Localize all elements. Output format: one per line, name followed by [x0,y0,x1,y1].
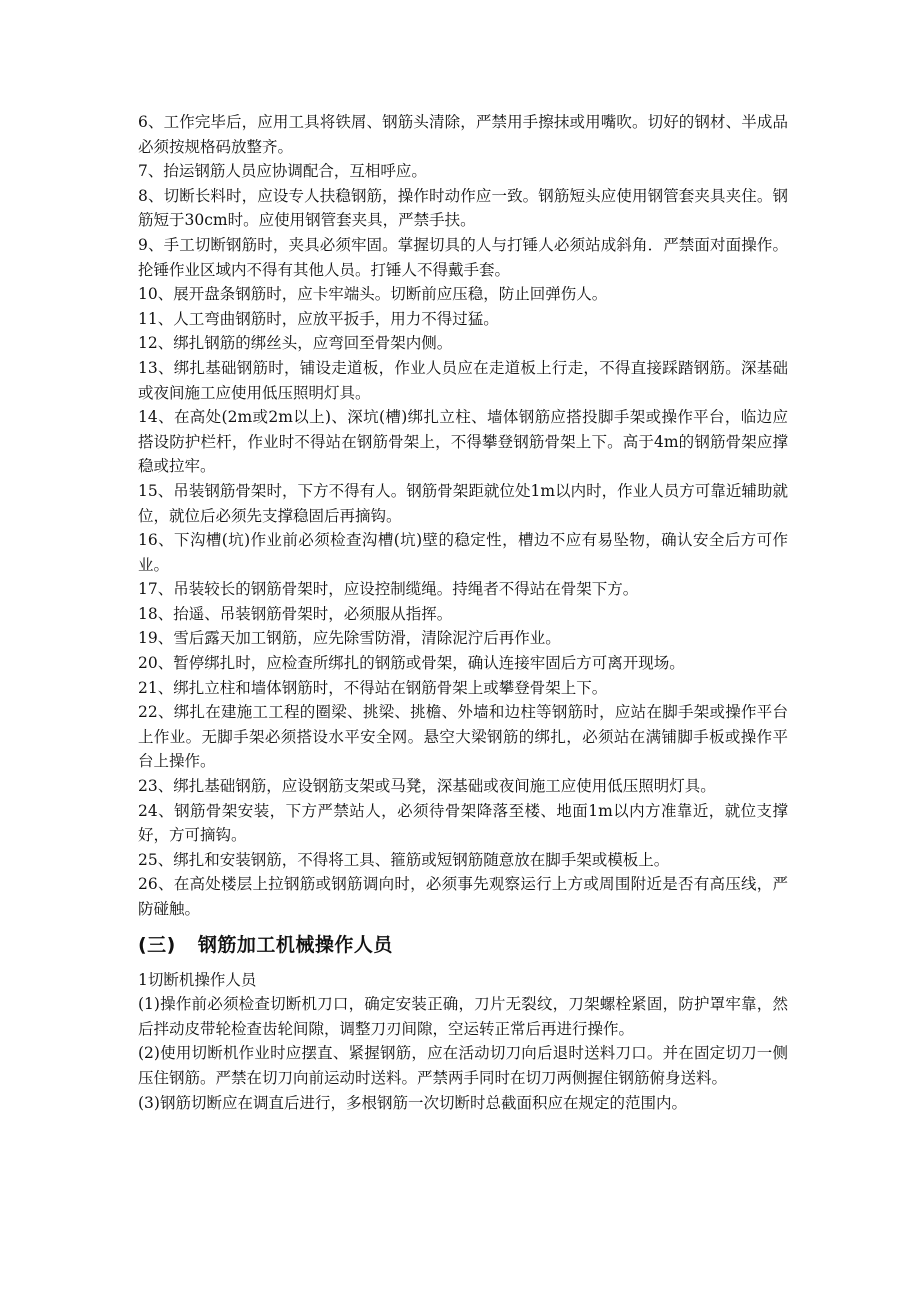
paragraph-14: 14、在高处(2m或2m以上)、深坑(槽)绑扎立柱、墙体钢筋应搭投脚手架或操作平台，临边应搭设防护栏杆，作业时不得站在钢筋骨架上，不得攀登钢筋骨架上下。高于4m的钢筋骨架应撑稳或拉牢。 [138,408,788,476]
item-2: (2)使用切断机作业时应摆直、紧握钢筋，应在活动切刀向后退时送料刀口。并在固定切刀一侧压住钢筋。严禁在切刀向前运动时送料。严禁两手同时在切刀两侧握住钢筋俯身送料。 [138,1044,788,1087]
item-1: (1)操作前必须检查切断机刀口，确定安装正确，刀片无裂纹，刀架螺栓紧固，防护罩牢靠，然后拌动皮带轮检查齿轮间隙，调整刀刃间隙，空运转正常后再进行操作。 [138,995,788,1038]
paragraph-22: 22、绑扎在建施工工程的圈梁、挑梁、挑檐、外墙和边柱等钢筋时，应站在脚手架或操作平台上作业。无脚手架必须搭设水平安全网。悬空大梁钢筋的绑扎，必须站在满铺脚手板或操作平台上操作。 [138,703,788,771]
paragraphs-bottom [138,968,788,1116]
paragraph-6: 6、工作完毕后，应用工具将铁屑、钢筋头清除，严禁用手擦抹或用嘴吹。切好的钢材、半成品必须按规格码放整齐。 [138,113,788,156]
paragraphs-top [138,110,788,922]
section-number: (三) [138,933,176,956]
section-title: 钢筋加工机械操作人员 [197,933,393,956]
paragraph-15: 15、吊装钢筋骨架时，下方不得有人。钢筋骨架距就位处1m以内时，作业人员方可靠近辅助就位，就位后必须先支撑稳固后再摘钩。 [138,481,788,525]
paragraph-24: 24、钢筋骨架安装，下方严禁站人，必须待骨架降落至楼、地面1m以内方准靠近，就位支撑好，方可摘钩。 [138,801,788,845]
paragraph-19: 19、雪后露天加工钢筋，应先除雪防滑，清除泥泞后再作业。 [138,629,561,648]
paragraph-23: 23、绑扎基础钢筋，应设钢筋支架或马凳，深基础或夜间施工应使用低压照明灯具。 [138,777,716,796]
paragraph-26: 26、在高处楼层上拉钢筋或钢筋调向时，必须事先观察运行上方或周围附近是否有高压线，严防碰触。 [138,875,788,918]
document-page [138,110,788,1115]
subsection-title: 1切断机操作人员 [138,970,257,989]
paragraph-20: 20、暂停绑扎时，应检查所绑扎的钢筋或骨架，确认连接牢固后方可离开现场。 [138,654,685,673]
paragraph-18: 18、抬遥、吊装钢筋骨架时，必须服从指挥。 [138,604,453,623]
paragraph-9: 9、手工切断钢筋时，夹具必须牢固。掌握切具的人与打锤人必须站成斜角．严禁面对面操作。抡锤作业区域内不得有其他人员。打锤人不得戴手套。 [138,235,788,279]
paragraph-11: 11、人工弯曲钢筋时，应放平扳手，用力不得过猛。 [138,309,499,328]
paragraph-12: 12、绑扎钢筋的绑丝头，应弯回至骨架内侧。 [138,334,453,353]
paragraph-7: 7、抬运钢筋人员应协调配合，互相呼应。 [138,162,427,181]
paragraph-10: 10、展开盘条钢筋时，应卡牢端头。切断前应压稳，防止回弹伤人。 [138,285,608,304]
paragraph-8: 8、切断长料时，应设专人扶稳钢筋，操作时动作应一致。钢筋短头应使用钢管套夹具夹住。钢筋短于30cm时。应使用钢管套夹具，严禁手扶。 [138,186,788,230]
item-3: (3)钢筋切断应在调直后进行，多根钢筋一次切断时总截面积应在规定的范围内。 [138,1093,687,1112]
paragraph-25: 25、绑扎和安装钢筋，不得将工具、箍筋或短钢筋随意放在脚手架或模板上。 [138,850,670,869]
paragraph-13: 13、绑扎基础钢筋时，铺设走道板，作业人员应在走道板上行走，不得直接踩踏钢筋。深基础或夜间施工应使用低压照明灯具。 [138,358,788,402]
paragraph-16: 16、下沟槽(坑)作业前必须检查沟槽(坑)壁的稳定性，槽边不应有易坠物，确认安全后方可作业。 [138,531,788,574]
section-heading [138,931,788,959]
paragraph-21: 21、绑扎立柱和墙体钢筋时，不得站在钢筋骨架上或攀登骨架上下。 [138,678,608,697]
paragraph-17: 17、吊装较长的钢筋骨架时，应设控制缆绳。持绳者不得站在骨架下方。 [138,580,639,599]
